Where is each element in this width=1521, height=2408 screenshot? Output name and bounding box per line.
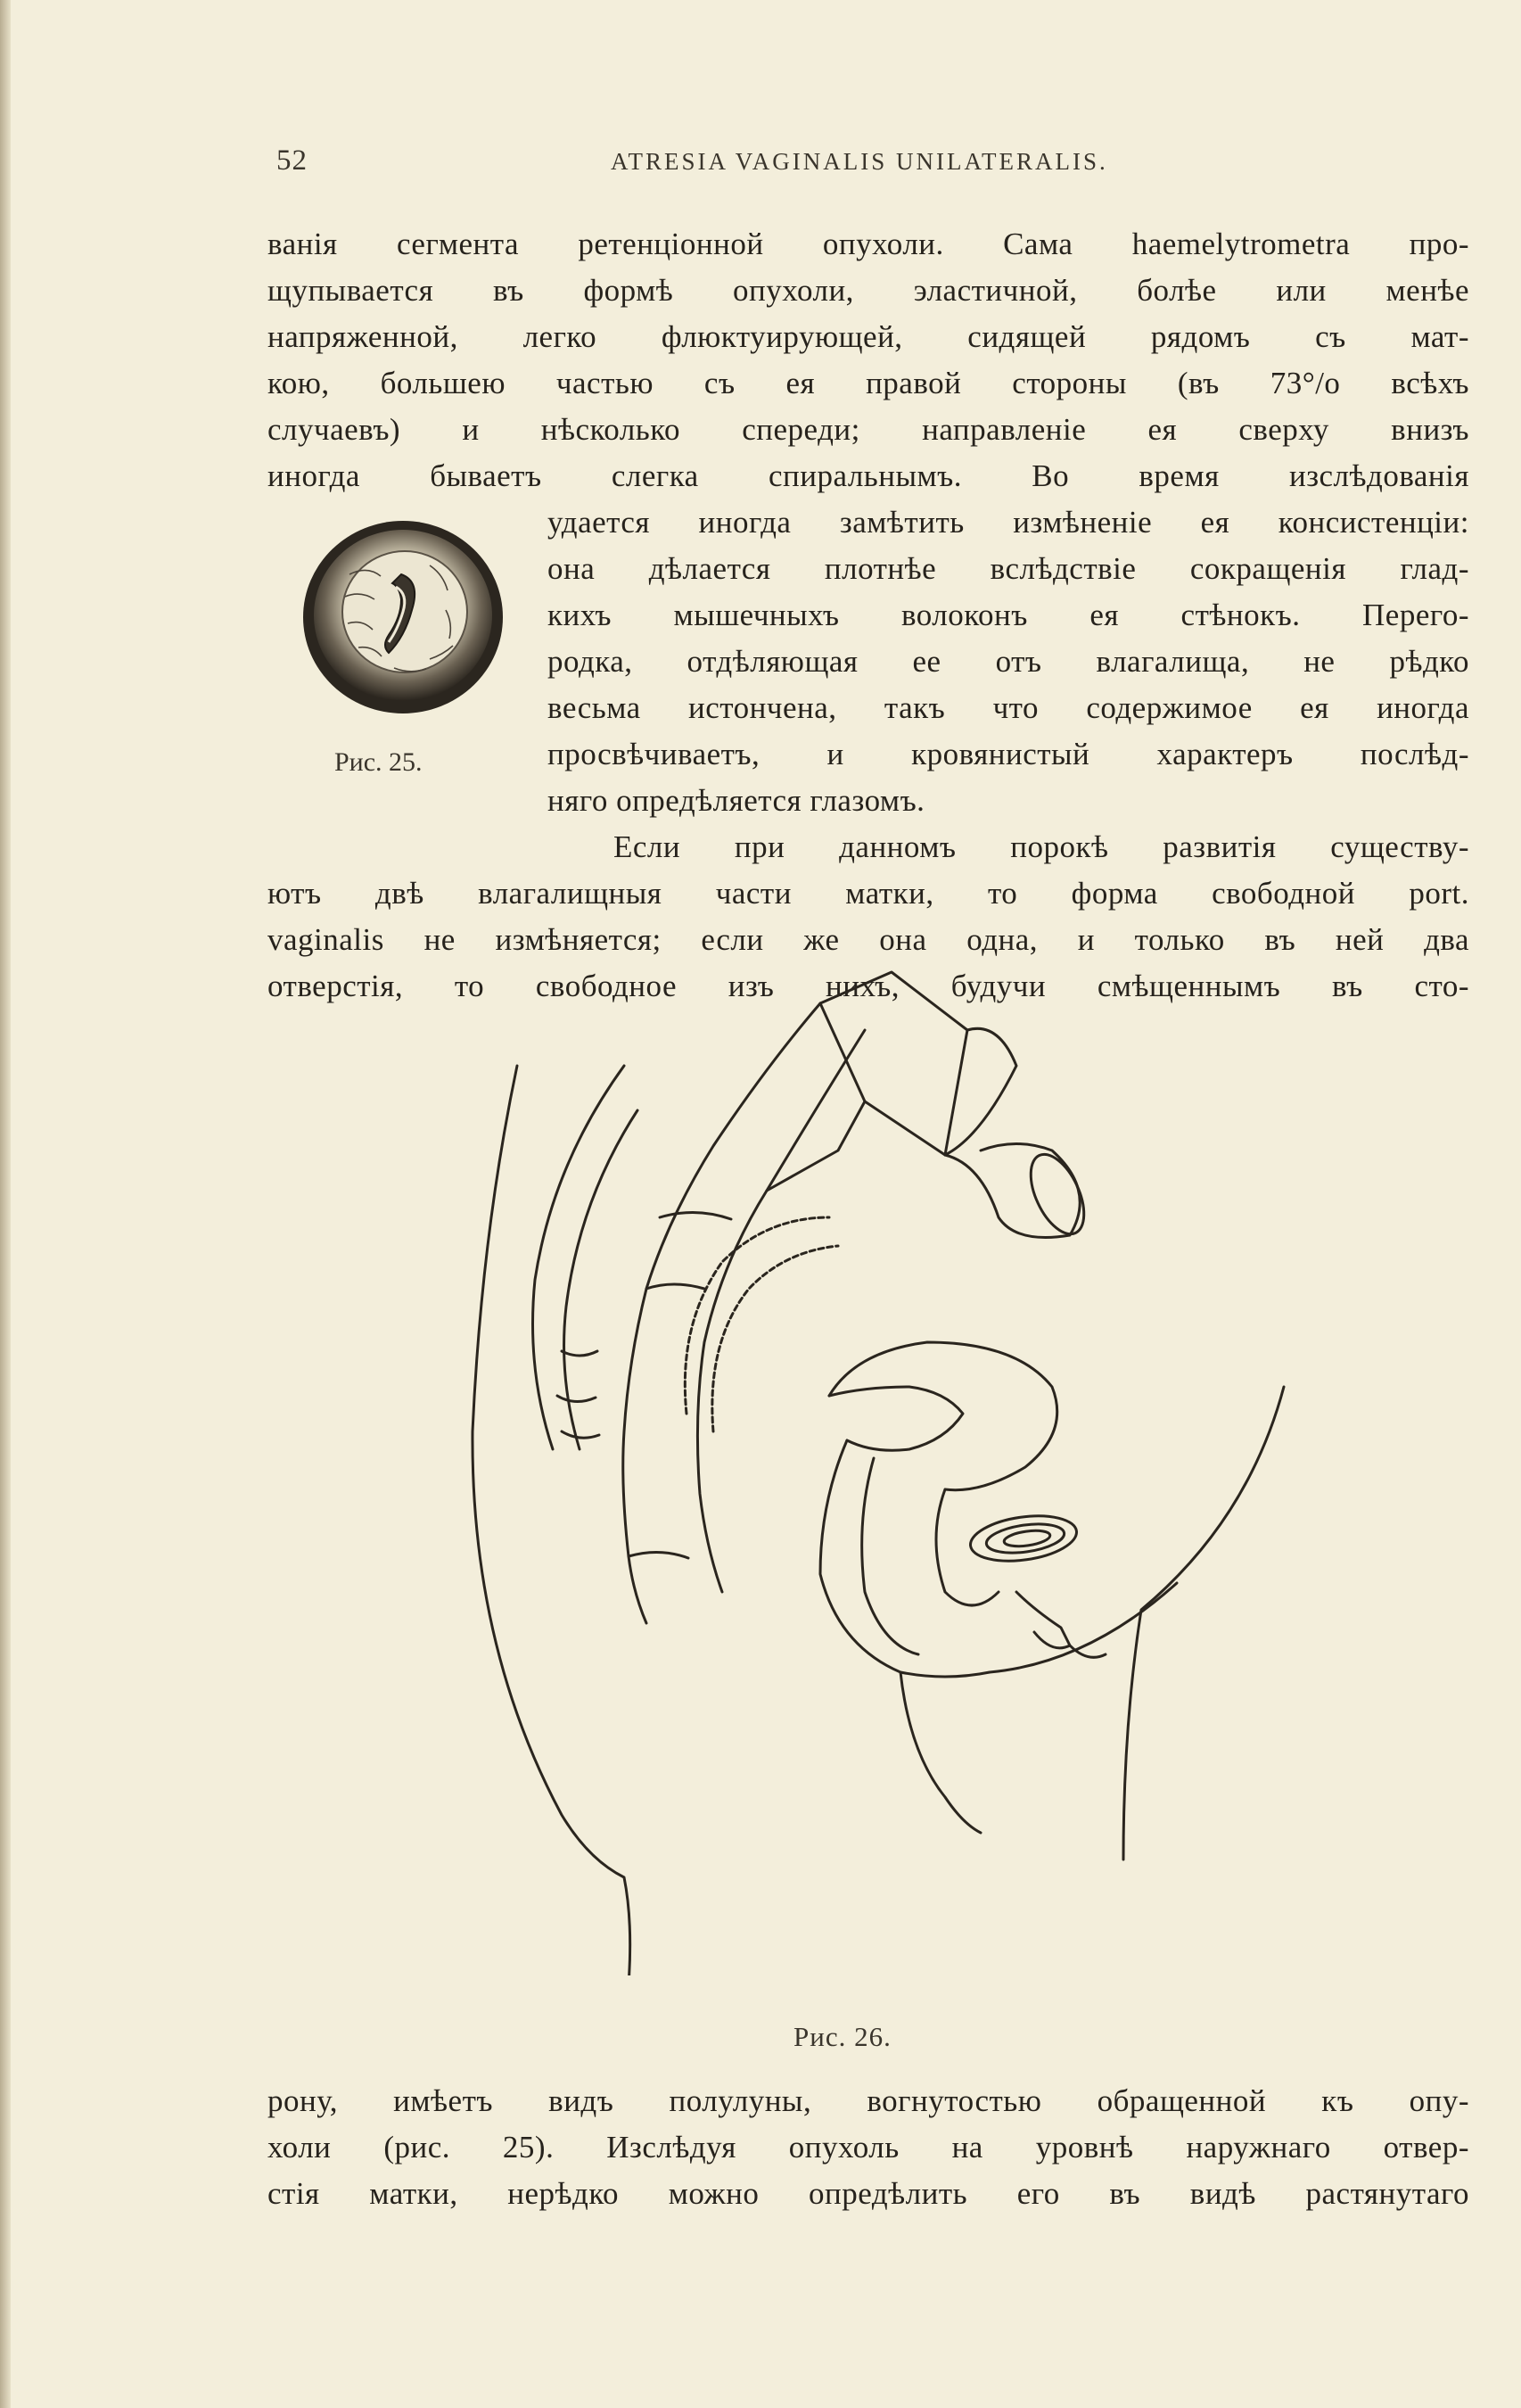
figure-25-caption: Рис. 25. bbox=[334, 747, 423, 777]
body-line: удается иногда замѣтить измѣненіе ея консистенціи: bbox=[547, 505, 1469, 540]
body-line: ванія сегмента ретенціонной опухоли. Сама haemelytrometra про- bbox=[267, 227, 1469, 261]
running-title: ATRESIA VAGINALIS UNILATERALIS. bbox=[611, 148, 1108, 175]
figure-26-caption: Рис. 26. bbox=[793, 2021, 892, 2052]
body-line: ютъ двѣ влагалищныя части матки, то форма свободной port. bbox=[267, 876, 1469, 911]
body-line: родка, отдѣляющая ее отъ влагалища, не рѣдко bbox=[547, 644, 1469, 679]
body-line: иногда бываетъ слегка спиральнымъ. Во время изслѣдованія bbox=[267, 458, 1469, 493]
body-line: щупывается въ формѣ опухоли, эластичной, болѣе или менѣе bbox=[267, 273, 1469, 308]
body-line: отверстія, то свободное изъ нихъ, будучи смѣщеннымъ въ сто- bbox=[267, 969, 1469, 1003]
page-binding-edge bbox=[0, 0, 11, 2408]
body-line: холи (рис. 25). Изслѣдуя опухоль на уровнѣ наружнаго отвер- bbox=[267, 2130, 1469, 2165]
figure-26-sagittal-section-illustration bbox=[446, 968, 1293, 1975]
body-line: Если при данномъ порокѣ развитія существу- bbox=[613, 829, 1469, 864]
body-line: няго опредѣляется глазомъ. bbox=[547, 783, 925, 818]
body-line: просвѣчиваетъ, и кровянистый характеръ послѣд- bbox=[547, 737, 1469, 771]
body-line: стія матки, нерѣдко можно опредѣлить его въ видѣ растянутаго bbox=[267, 2176, 1469, 2211]
body-line: напряженной, легко флюктуирующей, сидящей рядомъ съ мат- bbox=[267, 319, 1469, 354]
body-line: рону, имѣетъ видъ полулуны, вогнутостью обращенной къ опу- bbox=[267, 2083, 1469, 2118]
body-line: весьма истончена, такъ что содержимое ея иногда bbox=[547, 690, 1469, 725]
body-line: кою, большею частью съ ея правой стороны (въ 73°/о всѣхъ bbox=[267, 366, 1469, 400]
page-number: 52 bbox=[276, 144, 308, 177]
body-line: случаевъ) и нѣсколько спереди; направленіе ея сверху внизъ bbox=[267, 412, 1469, 447]
body-line: кихъ мышечныхъ волоконъ ея стѣнокъ. Перего- bbox=[547, 598, 1469, 632]
running-header bbox=[267, 144, 1469, 180]
body-line: она дѣлается плотнѣе вслѣдствіе сокращенія глад- bbox=[547, 551, 1469, 586]
figure-25-cervix-illustration bbox=[296, 512, 510, 726]
body-line: vaginalis не измѣняется; если же она одна, и только въ ней два bbox=[267, 922, 1469, 957]
